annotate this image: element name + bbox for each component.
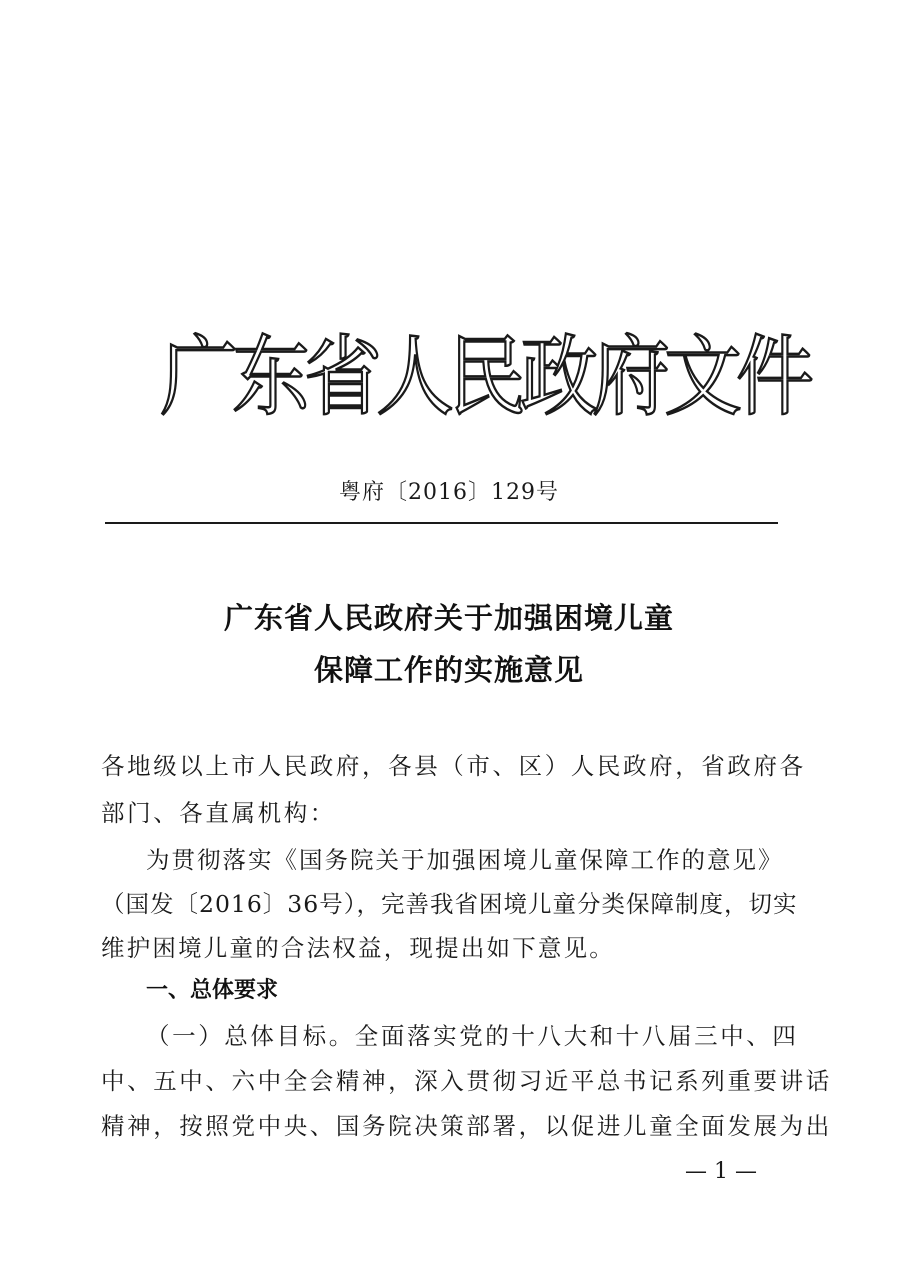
section-1-line-2: 中、五中、六中全会精神，深入贯彻习近平总书记系列重要讲话 [101, 1067, 832, 1095]
section-1-heading: 一、总体要求 [146, 978, 279, 1003]
intro-line-1: 为贯彻落实《国务院关于加强困境儿童保障工作的意见》 [146, 846, 784, 874]
section-1-line-3: 精神，按照党中央、国务院决策部署，以促进儿童全面发展为出 [101, 1112, 832, 1140]
page-number: — 1 — [685, 1159, 757, 1184]
document-title-line-2: 保障工作的实施意见 [313, 653, 584, 687]
masthead-divider [105, 522, 778, 524]
intro-line-2: （国发〔2016〕36号），完善我省困境儿童分类保障制度，切实 [101, 890, 798, 918]
issuer-masthead: 广东省人民政府文件 [160, 327, 809, 429]
addressee-line-2: 部门、各直属机构： [101, 799, 336, 827]
document-number: 粤府〔2016〕129号 [339, 480, 559, 505]
intro-line-3: 维护困境儿童的合法权益，现提出如下意见。 [101, 934, 615, 962]
section-1-line-1: （一）总体目标。全面落实党的十八大和十八届三中、四 [146, 1022, 799, 1050]
document-title-line-1: 广东省人民政府关于加强困境儿童 [223, 601, 674, 635]
addressee-line-1: 各地级以上市人民政府，各县（市、区）人民政府，省政府各 [101, 752, 806, 780]
